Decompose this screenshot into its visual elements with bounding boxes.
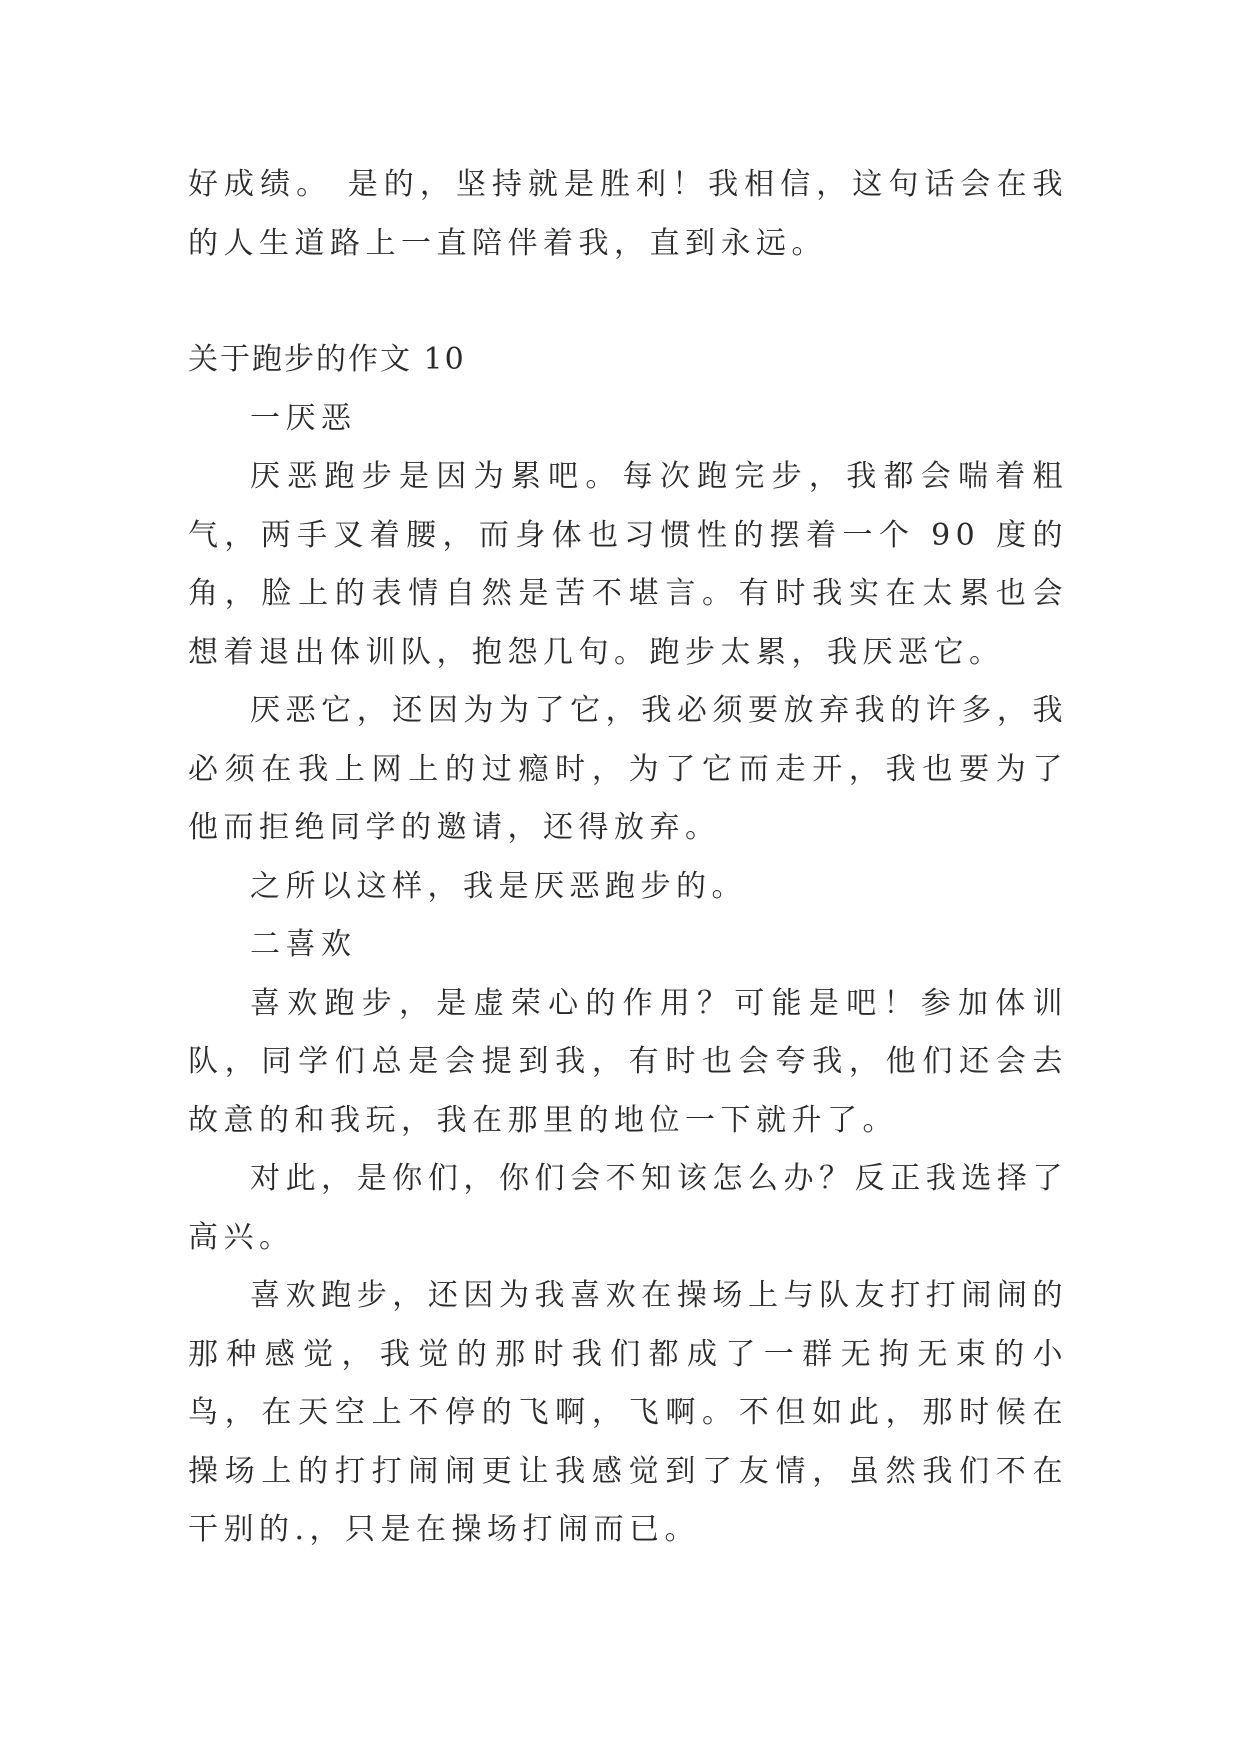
section-title: 关于跑步的作文 10 bbox=[188, 342, 466, 377]
body-paragraph: 厌恶它，还因为为了它，我必须要放弃我的许多，我必须在我上网上的过瘾时，为了它而走开，我也要为了他而拒绝同学的邀请，还得放弃。 bbox=[188, 693, 1068, 845]
body-paragraph: 之所以这样，我是厌恶跑步的。 bbox=[250, 868, 747, 904]
body-paragraph: 对此，是你们，你们会不知该怎么办？反正我选择了高兴。 bbox=[188, 1161, 1068, 1255]
document-body bbox=[188, 156, 1068, 1560]
subheading-like: 二喜欢 bbox=[250, 927, 357, 962]
subheading-dislike: 一厌恶 bbox=[250, 400, 357, 436]
body-paragraph: 厌恶跑步是因为累吧。每次跑完步，我都会喘着粗气，两手叉着腰，而身体也习惯性的摆着一个 90 度的角，脸上的表情自然是苦不堪言。有时我实在太累也会想着退出体训队，抱怨几句。跑步太累，我厌恶它。 bbox=[188, 459, 1068, 670]
body-paragraph: 喜欢跑步，是虚荣心的作用？可能是吧！参加体训队，同学们总是会提到我，有时也会夸我，他们还会去故意的和我玩，我在那里的地位一下就升了。 bbox=[188, 985, 1068, 1138]
continuation-paragraph: 好成绩。 是的，坚持就是胜利！我相信，这句话会在我的人生道路上一直陪伴着我，直到永远。 bbox=[188, 167, 1068, 261]
body-paragraph: 喜欢跑步，还因为我喜欢在操场上与队友打打闹闹的那种感觉，我觉的那时我们都成了一群无拘无束的小鸟，在天空上不停的飞啊，飞啊。不但如此，那时候在操场上的打打闹闹更让我感觉到了友情，虽然我们不在干别的.，只是在操场打闹而已。 bbox=[188, 1278, 1068, 1547]
